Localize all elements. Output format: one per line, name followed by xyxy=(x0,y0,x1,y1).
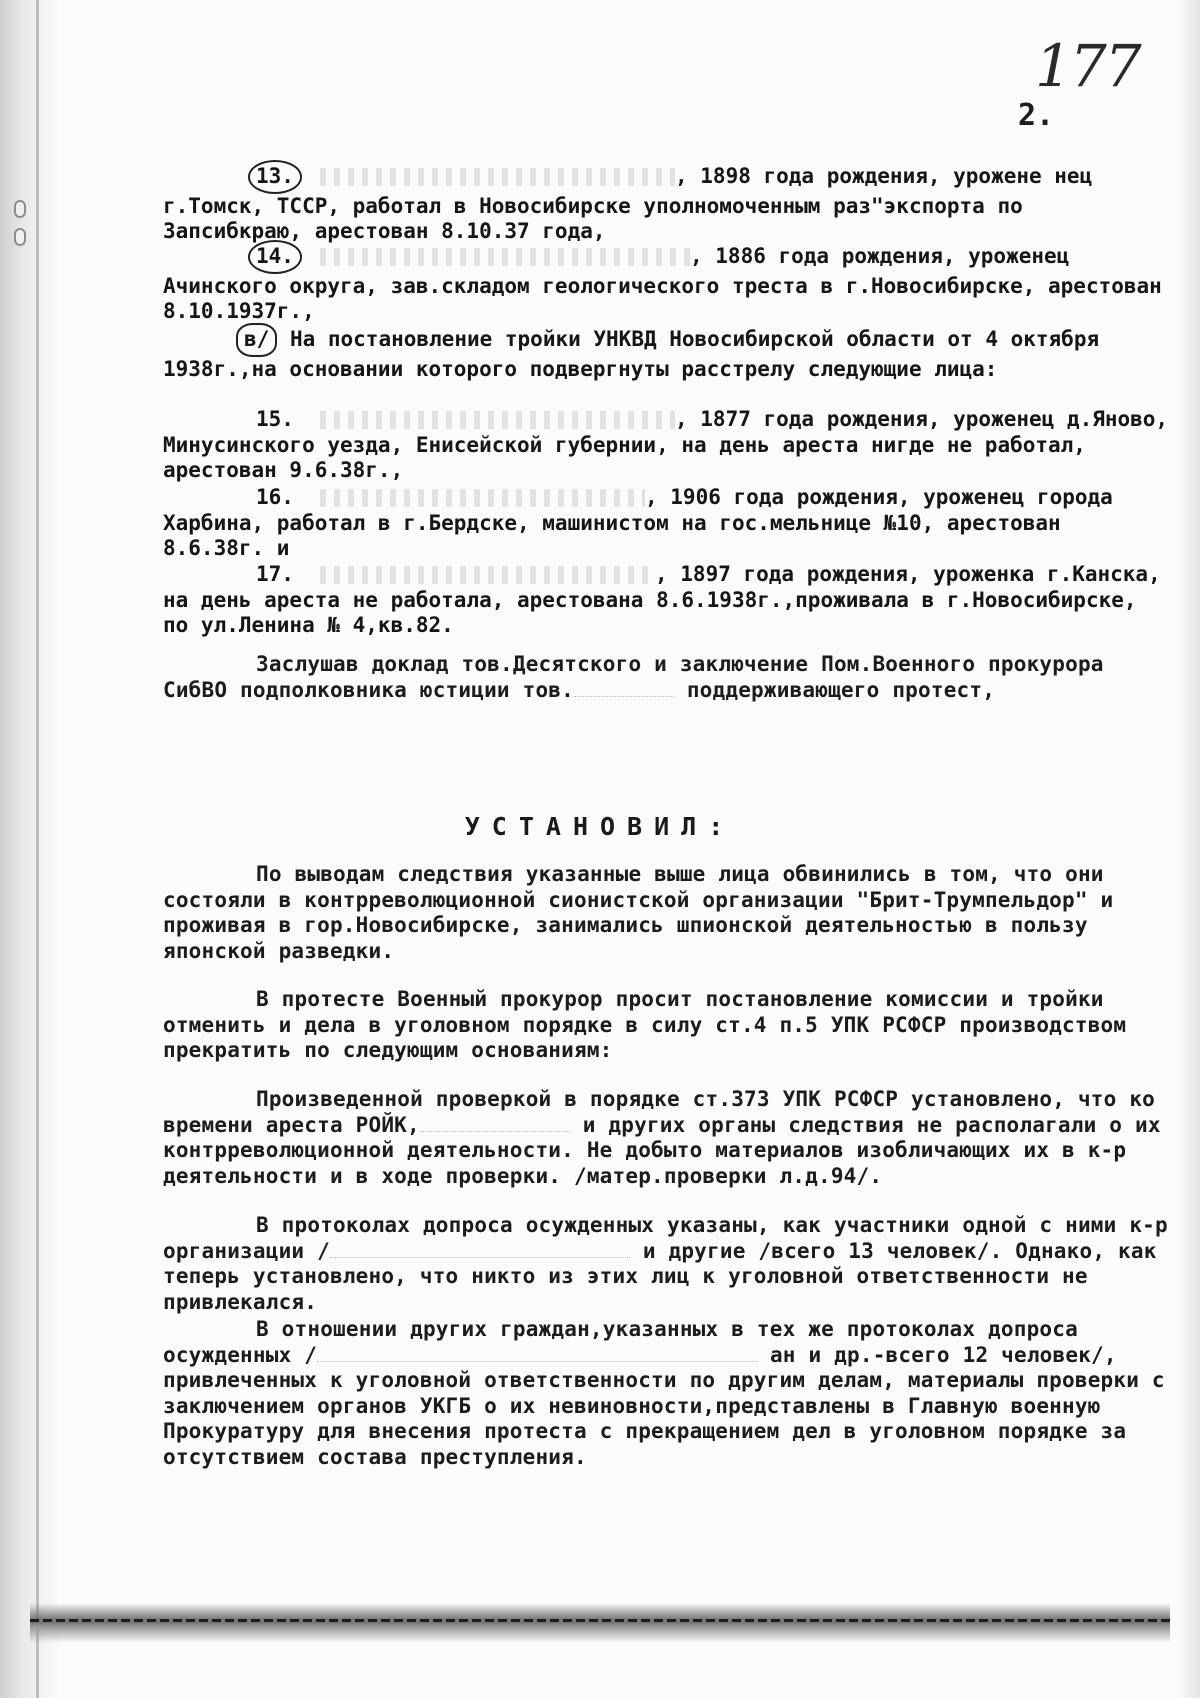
verification-paragraph xyxy=(163,1087,1173,1189)
entry-number: 13. xyxy=(248,160,302,194)
redacted-name xyxy=(320,489,645,507)
verification-text-a: Произведенной проверкой в порядке ст.373 УПК РСФСР установлено, что ко времени ареста РОЙК, xyxy=(163,1087,1156,1137)
hearing-paragraph xyxy=(163,652,1173,703)
entry-text: , 1898 года рождения, урожене нец г.Томск, ТССР, работал в Новосибирске уполномоченным раз"экспорта по Запсибкраю, арестован 8.10.37 года, xyxy=(163,164,1093,243)
protocols-paragraph xyxy=(163,1213,1173,1315)
entry-15 xyxy=(163,407,1173,484)
protest-paragraph: В протесте Военный прокурор просит постановление комиссии и тройки отменить и дела в уголовном порядке в силу ст.4 п.5 УПК РСФСР производством прекратить по следующим основаниям: xyxy=(163,987,1127,1062)
archive-number: 177 xyxy=(1035,32,1140,100)
verification-text-b: и других органы следствия не располагали о их контрреволюционной деятельности. Не добыто материалов изобличающих их в к-р деятельности и в ходе проверки. /матер.проверки л.д.94/. xyxy=(163,1112,1161,1188)
entry-text: , 1886 года рождения, уроженец Ачинского округа, зав.складом геологического треста в г.Новосибирске, арестован 8.10.1937г., xyxy=(163,244,1162,323)
section-heading: УСТАНОВИЛ: xyxy=(464,812,736,841)
binding-hole xyxy=(14,228,26,246)
entry-17 xyxy=(163,562,1173,639)
redacted-name xyxy=(330,1243,630,1258)
scan-bottom-edge xyxy=(30,1603,1170,1643)
protocols-text-b: и другие /всего 13 человек/. Однако, как теперь установлено, что никто из этих лиц к уголовной ответственности не привлекался. xyxy=(163,1238,1157,1314)
entry-number: 14. xyxy=(248,240,302,274)
section-text: На постановление тройки УНКВД Новосибирской области от 4 октября 1938г.,на основании которого подвергнуты расстрелу следующие лица: xyxy=(163,327,1100,381)
entry-number: 17. xyxy=(256,562,294,586)
section-v xyxy=(163,323,1173,382)
entry-text: , 1897 года рождения, уроженка г.Канска, на день ареста не работала, арестована 8.6.1938г.,проживала в г.Новосибирске, по ул.Ленина № 4,кв.82. xyxy=(163,562,1161,637)
findings-paragraph: По выводам следствия указанные выше лица обвинились в том, что они состояли в контрреволюционной сионистской организации "Брит-Трумпельдор" и проживая в гор.Новосибирске, занимались шпионской деятельностью в пользу японской разведки. xyxy=(163,862,1114,963)
binding-hole xyxy=(14,200,26,218)
hearing-text-a: Заслушав доклад тов.Десятского и заключение Пом.Военного прокурора СибВО подполковника юстиции тов. xyxy=(163,652,1104,702)
others-text-b: ан и др.-всего 12 человек/, привлеченных к уголовной ответственности по другим делам, материалы проверки с заключением органов УКГБ о их невиновности,представлены в Главную военную Прокуратуру для внесения протеста с прекращением дел в уголовном порядке за отсутствием состава преступления. xyxy=(163,1342,1165,1469)
page-number: 2. xyxy=(1018,98,1055,133)
entry-number: 15. xyxy=(256,407,294,431)
entry-16 xyxy=(163,485,1173,562)
redacted-name xyxy=(317,1347,757,1362)
entry-text: , 1906 года рождения, уроженец города Харбина, работал в г.Бердске, машинистом на гос.мельнице №10, арестован 8.6.38г. и xyxy=(163,485,1113,560)
entry-14 xyxy=(163,240,1173,325)
redacted-name xyxy=(420,1117,570,1132)
entry-text: , 1877 года рождения, уроженец д.Яново, Минусинского уезда, Енисейской губернии, на день ареста нигде не работал, арестован 9.6.38г., xyxy=(163,407,1169,482)
redacted-name xyxy=(320,248,690,266)
others-text-a: В отношении других граждан,указанных в тех же протоколах допроса осужденных / xyxy=(163,1317,1078,1367)
scan-left-shadow xyxy=(0,0,60,1698)
redacted-name xyxy=(574,682,674,697)
redacted-name xyxy=(320,411,675,429)
entry-13 xyxy=(163,160,1173,245)
redacted-name xyxy=(320,168,675,186)
others-paragraph xyxy=(163,1317,1173,1470)
scan-right-edge xyxy=(1178,0,1200,1698)
section-marker: в/ xyxy=(236,323,277,357)
redacted-name xyxy=(320,566,655,584)
protocols-text-a: В протоколах допроса осужденных указаны, как участники одной с ними к-р организации / xyxy=(163,1213,1168,1263)
entry-number: 16. xyxy=(256,485,294,509)
hearing-text-b: поддерживающего протест, xyxy=(686,677,996,702)
